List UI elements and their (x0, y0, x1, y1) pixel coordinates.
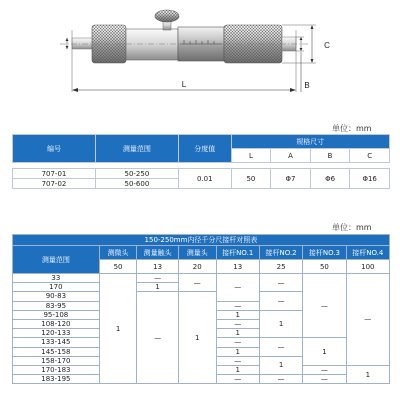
rod-cell: 1 (259, 310, 302, 338)
table2-unit-label: 单位：mm (332, 223, 372, 232)
rod-cell: — (259, 292, 302, 310)
spec-header-l: L (231, 149, 271, 163)
spec-cell-range: 50-250 (95, 169, 178, 179)
dimension-c-label: C (324, 41, 330, 50)
spec-row (13, 169, 390, 179)
rod-cell: — (216, 319, 259, 328)
rod-length: 50 (99, 260, 137, 274)
rod-header-range: 测量范围 (13, 246, 100, 274)
spec-cell-model: 707-01 (13, 169, 96, 179)
table1-unit-label: 单位：mm (332, 124, 372, 133)
rod-cell: 1 (346, 365, 389, 383)
rod-cell: 1 (216, 365, 259, 374)
rod-header-col: 测微头 (99, 246, 137, 260)
rod-range: 158-170 (13, 356, 100, 365)
spec-cell-c: Φ16 (350, 169, 390, 189)
spec-cell-resolution: 0.01 (178, 169, 231, 189)
spec-cell-a: Φ7 (271, 169, 311, 189)
spec-header-resolution: 分度值 (178, 135, 231, 163)
rod-cell: 1 (303, 338, 346, 366)
rod-length: 13 (137, 260, 178, 274)
spec-header-model: 编号 (13, 135, 96, 163)
rod-header-col: 接杆NO.4 (346, 246, 389, 260)
rod-range: 90-83 (13, 292, 100, 301)
rod-range: 145-158 (13, 347, 100, 356)
rod-header-col: 测量触头 (137, 246, 178, 260)
rod-cell: — (216, 301, 259, 310)
spec-table (12, 134, 390, 189)
spec-header-group: 规格尺寸 (231, 135, 389, 149)
rod-range: 33 (13, 274, 100, 283)
rod-cell: — (137, 292, 178, 384)
dimension-b-label: B (304, 81, 310, 90)
rod-cell: — (216, 375, 259, 384)
rod-cell: — (137, 274, 178, 283)
rod-cell: — (303, 365, 346, 374)
lock-screw (155, 10, 179, 30)
rod-range: 133-145 (13, 338, 100, 347)
rod-cell: — (178, 274, 216, 292)
rod-cell: 1 (178, 292, 216, 384)
rod-header-col: 接杆NO.3 (303, 246, 346, 260)
rod-cell: — (216, 274, 259, 302)
rod-range: 170-183 (13, 365, 100, 374)
micrometer-drawing (0, 0, 400, 122)
rod-cell: 1 (216, 310, 259, 319)
rod-table (12, 234, 390, 384)
rod-cell: 1 (99, 274, 137, 384)
dimension-c (311, 25, 331, 63)
rod-range: 120-133 (13, 329, 100, 338)
rod-header-col: 接杆NO.1 (216, 246, 259, 260)
spec-header-b: B (310, 149, 350, 163)
rod-header-col: 测量头 (178, 246, 216, 260)
rod-cell: — (216, 338, 259, 347)
rod-range: 183-195 (13, 375, 100, 384)
rod-range: 95-108 (13, 310, 100, 319)
rod-range: 83-95 (13, 301, 100, 310)
rod-cell: — (216, 356, 259, 365)
rod-cell: — (259, 375, 302, 384)
rod-table-title: 150-250mm内径千分尺接杆对照表 (13, 235, 390, 246)
rod-cell: — (303, 375, 346, 384)
rod-cell: — (259, 338, 302, 356)
rod-header-col: 接杆NO.2 (259, 246, 302, 260)
rod-row (13, 274, 390, 283)
rod-cell: — (303, 274, 346, 338)
rod-cell: — (346, 274, 389, 366)
dimension-b (300, 37, 310, 92)
spec-header-range: 测量范围 (95, 135, 178, 163)
rod-length: 50 (303, 260, 346, 274)
spec-header-c: C (350, 149, 390, 163)
rod-range: 108-120 (13, 319, 100, 328)
rod-cell: 1 (259, 356, 302, 374)
spec-cell-b: Φ6 (310, 169, 350, 189)
rod-cell: — (259, 274, 302, 292)
rod-range: 170 (13, 283, 100, 292)
rod-cell: 1 (216, 347, 259, 356)
rod-cell: 1 (216, 329, 259, 338)
rod-length: 20 (178, 260, 216, 274)
spec-cell-l: 50 (231, 169, 271, 189)
rod-cell: 1 (137, 283, 178, 292)
spec-cell-model: 707-02 (13, 179, 96, 189)
dimension-l (72, 80, 296, 92)
rod-length: 13 (216, 260, 259, 274)
rod-length: 100 (346, 260, 389, 274)
dimension-a (66, 38, 69, 49)
spec-cell-range: 50-600 (95, 179, 178, 189)
rod-length: 25 (259, 260, 302, 274)
spec-header-a: A (271, 149, 311, 163)
left-anvil (72, 38, 94, 49)
dimension-l-label: L (181, 80, 187, 89)
